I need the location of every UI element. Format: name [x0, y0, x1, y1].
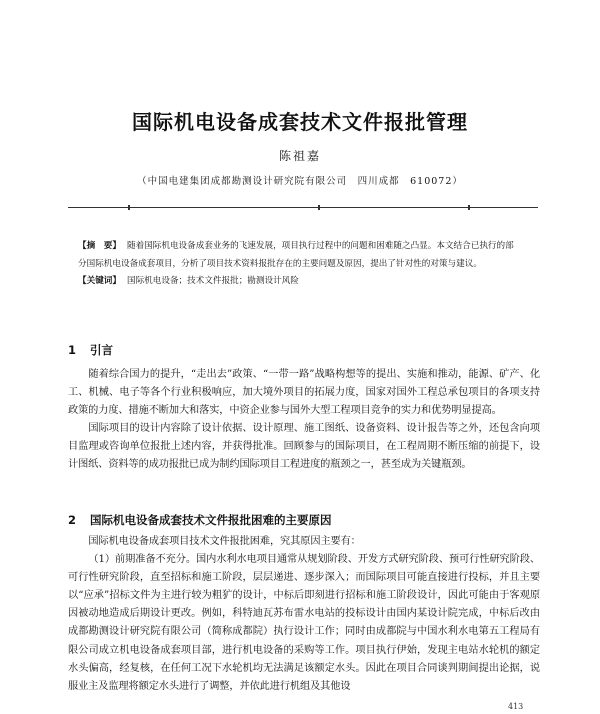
keywords-label: 【关键词】: [78, 276, 121, 286]
body-paragraph: 国际机电设备成套项目技术文件报批困难，究其原因主要有：: [88, 536, 361, 547]
abstract-text: 随着国际机电设备成套业务的飞速发展，项目执行过程中的问题和困难随之凸显。本文结合已执行的部分国际机电设备成套项目，分析了项目技术资料报批存在的主要问题及原因，提出了针对性的对策与建议。: [78, 241, 514, 269]
abstract-paragraph: [78, 238, 518, 273]
keywords-paragraph: [78, 273, 518, 291]
body-paragraph: 随着综合国力的提升，“走出去”政策、“一带一路”战略构想等的提出、实施和推动，能源、矿产、化工、机械、电子等各个行业积极响应，加大境外项目的拓展力度，国家对国外工程总承包项目的各项支持政策的力度、措施不断加大和落实，中资企业参与国外大型工程项目竞争的实力和优势明显提高。: [68, 369, 540, 417]
abstract-label: 【摘 要】: [78, 241, 121, 251]
section-number: 1: [68, 343, 77, 357]
body-paragraph: 国际项目的设计内容除了设计依据、设计原理、施工图纸、设备资料、设计报告等之外，还包含向项目监理或咨询单位报批上述内容，并获得批准。回顾参与的国际项目，在工程周期不断压缩的前提下，设计图纸、资料等的成功报批已成为制约国际项目工程进度的瓶颈之一，甚至成为关键瓶颈。: [68, 423, 540, 471]
header-divider: [68, 207, 538, 208]
section-title: 国际机电设备成套技术文件报批困难的主要原因: [90, 513, 332, 527]
page-number: 413: [508, 702, 524, 711]
section-heading: [68, 512, 332, 528]
article-author: 陈祖嘉: [278, 149, 321, 163]
abstract-block: [78, 238, 518, 291]
article-affiliation: （中国电建集团成都勘测设计研究院有限公司 四川成都 610072）: [137, 176, 463, 187]
keywords-text: 国际机电设备；技术文件报批；勘测设计风险: [126, 276, 299, 286]
section-number: 2: [68, 513, 77, 527]
article-title: 国际机电设备成套技术文件报批管理: [132, 110, 468, 134]
body-paragraph: （1）前期准备不充分。国内水利水电项目通常从规划阶段、开发方式研究阶段、预可行性研究阶段、可行性研究阶段，直至招标和施工阶段，层层递进、逐步深入；而国际项目可能直接进行投标，并且主要以“应承”招标文件为主进行较为粗犷的设计，中标后即刻进行招标和施工阶段设计，因此可能由于客观原因被动地造成后期设计更改。例如，科特迪瓦苏布雷水电站的投标设计由国内某设计院完成，中标后改由成都勘测设计研究院有限公司（简称成都院）执行设计工作；同时由成都院与中国水利水电第五工程局有限公司成立机电设备成套项目部，进行机电设备的采购等工作。项目执行伊始，发现主电站水轮机的额定水头偏高，经复核，在任何工况下水轮机均无法满足该额定水头。因此在项目合同谈判期间提出论据，说服业主及监理将额定水头进行了调整，并依此进行机组及其他设: [68, 554, 540, 692]
divider-tick: [468, 205, 470, 210]
section-title: 引言: [90, 343, 113, 357]
section-body: [68, 366, 540, 475]
section-body: [68, 533, 540, 696]
divider-tick: [318, 205, 320, 210]
divider-tick: [128, 205, 130, 210]
section-heading: [68, 342, 113, 358]
